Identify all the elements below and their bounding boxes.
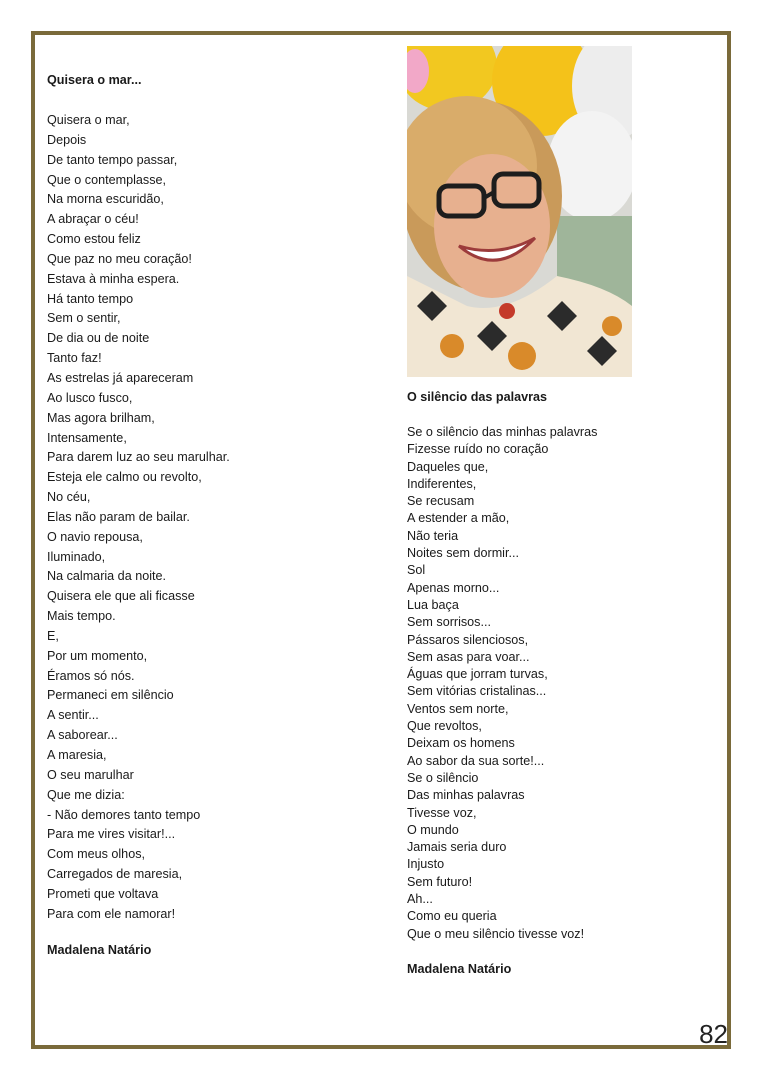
poem-line: Prometi que voltava — [47, 886, 159, 901]
poem-author: Madalena Natário — [47, 942, 152, 957]
poem-line: Com meus olhos, — [47, 847, 145, 862]
poem-line: Iluminado, — [47, 549, 106, 564]
poem-line: Sem futuro! — [407, 874, 473, 889]
poem-line: Sem vitórias cristalinas... — [407, 684, 547, 699]
poem-title: O silêncio das palavras — [407, 390, 548, 404]
poem-line: Deixam os homens — [407, 736, 515, 751]
poem-line: Fizesse ruído no coração — [407, 442, 549, 457]
poem-line: Éramos só nós. — [47, 668, 135, 683]
poem-line: Tivesse voz, — [407, 805, 477, 820]
poem-line: Estava à minha espera. — [47, 271, 180, 286]
poem-line: Como estou feliz — [47, 232, 141, 247]
poem-line: Para me vires visitar!... — [47, 827, 176, 842]
poem-line: Lua baça — [407, 597, 459, 612]
poem-o-silencio-das-palavras — [407, 46, 707, 977]
poem-line: Permaneci em silêncio — [47, 688, 174, 703]
poem-line: A saborear... — [47, 728, 118, 743]
poem-lines — [407, 424, 707, 943]
poem-line: Que o meu silêncio tivesse voz! — [407, 926, 585, 941]
poem-line: Que paz no meu coração! — [47, 251, 192, 266]
poem-line: Águas que jorram turvas, — [407, 667, 548, 682]
poem-line: Noites sem dormir... — [407, 546, 519, 561]
poem-line: A estender a mão, — [407, 511, 510, 526]
poem-quisera-o-mar — [47, 72, 377, 958]
poem-line: Sem sorrisos... — [407, 615, 491, 630]
poem-line: Quisera ele que ali ficasse — [47, 589, 195, 604]
poem-line: O navio repousa, — [47, 529, 143, 544]
poem-line: De tanto tempo passar, — [47, 152, 178, 167]
poem-line: No céu, — [47, 490, 91, 505]
poem-line: Esteja ele calmo ou revolto, — [47, 470, 202, 485]
poem-line: Mais tempo. — [47, 609, 116, 624]
poem-line: De dia ou de noite — [47, 331, 150, 346]
poem-line: Se recusam — [407, 494, 475, 509]
poem-title: Quisera o mar... — [47, 73, 142, 87]
poem-line: Que me dizia: — [47, 787, 125, 802]
poem-line: Na morna escuridão, — [47, 192, 164, 207]
poem-line: Mas agora brilham, — [47, 410, 155, 425]
poem-line: Apenas morno... — [407, 580, 500, 595]
poem-line: Quisera o mar, — [47, 113, 130, 127]
poem-line: Por um momento, — [47, 648, 148, 663]
poem-line: Depois — [47, 132, 87, 147]
poem-author: Madalena Natário — [407, 961, 512, 976]
page-number: 82 — [699, 1019, 728, 1049]
poem-line: As estrelas já apareceram — [47, 370, 194, 385]
poem-line: A maresia, — [47, 748, 107, 762]
poem-line: E, — [47, 628, 59, 643]
poem-line: Ah... — [407, 892, 433, 907]
poem-line: Sem asas para voar... — [407, 649, 530, 664]
poem-line: O mundo — [407, 822, 459, 837]
poem-line: Injusto — [407, 857, 445, 872]
poem-line: Na calmaria da noite. — [47, 569, 167, 584]
poem-line: Para com ele namorar! — [47, 906, 176, 921]
poem-line: Que o contemplasse, — [47, 172, 167, 187]
poem-line: Se o silêncio das minhas palavras — [407, 425, 598, 439]
poem-line: Se o silêncio — [407, 770, 479, 785]
author-photo — [407, 46, 632, 377]
poem-lines — [47, 111, 377, 925]
poem-line: A abraçar o céu! — [47, 212, 139, 227]
poem-line: Ventos sem norte, — [407, 701, 509, 716]
poem-line: Ao sabor da sua sorte!... — [407, 753, 545, 768]
poem-line: Sol — [407, 563, 426, 578]
poem-line: Como eu queria — [407, 909, 497, 924]
poem-line: Indiferentes, — [407, 476, 477, 491]
poem-line: Não teria — [407, 528, 459, 543]
poem-line: Pássaros silenciosos, — [407, 632, 529, 647]
poem-line: Das minhas palavras — [407, 788, 525, 803]
poem-line: Tanto faz! — [47, 351, 102, 366]
poem-line: Daqueles que, — [407, 459, 489, 474]
poem-line: - Não demores tanto tempo — [47, 807, 201, 822]
poem-line: Sem o sentir, — [47, 311, 121, 326]
poem-line: Que revoltos, — [407, 719, 482, 734]
poem-line: A sentir... — [47, 708, 99, 723]
poem-line: Jamais seria duro — [407, 840, 507, 855]
poem-line: Elas não param de bailar. — [47, 509, 190, 524]
poem-line: O seu marulhar — [47, 767, 134, 782]
poem-line: Ao lusco fusco, — [47, 390, 133, 405]
poem-line: Carregados de maresia, — [47, 867, 183, 882]
poem-line: Para darem luz ao seu marulhar. — [47, 450, 230, 465]
poem-line: Há tanto tempo — [47, 291, 134, 306]
poem-line: Intensamente, — [47, 430, 127, 445]
